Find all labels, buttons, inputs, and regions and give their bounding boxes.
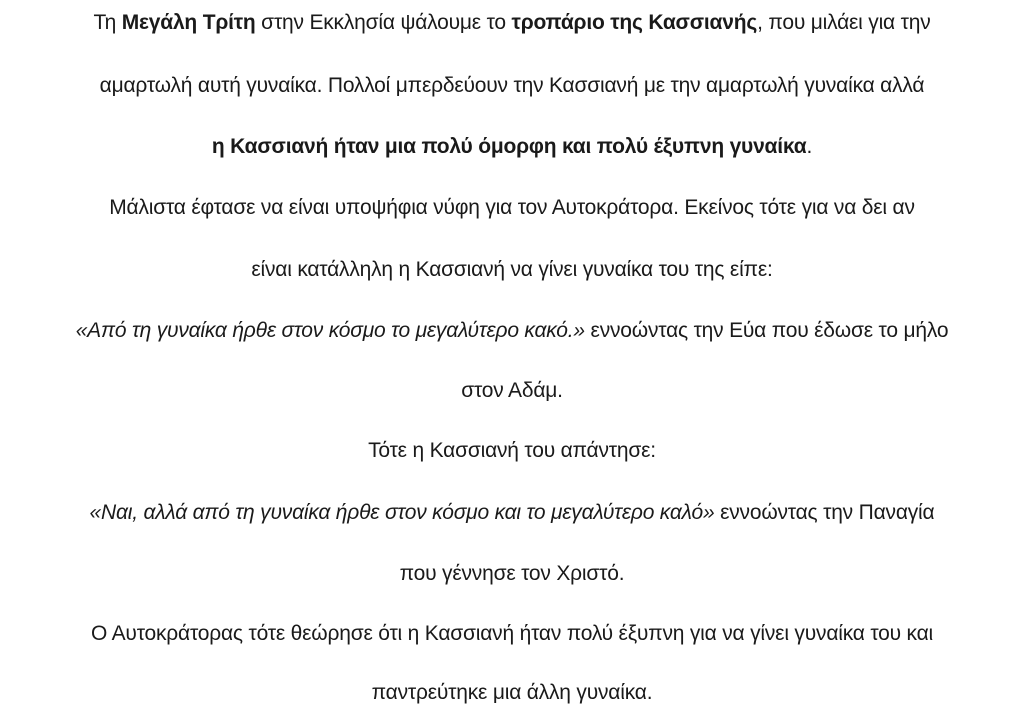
paragraph-line-5: είναι κατάλληλη η Κασσιανή να γίνει γυναίκα του της είπε: [251,258,773,281]
paragraph-line-6 [10,316,1014,346]
paragraph-line-11: Ο Αυτοκράτορας τότε θεώρησε ότι η Κασσιανή ήταν πολύ έξυπνη για να γίνει γυναίκα του και [91,622,933,645]
bold-text-run: η Κασσιανή ήταν μια πολύ όμορφη και πολύ έξυπνη γυναίκα [211,135,807,158]
text-run: . [806,135,813,158]
bold-text-run: Μεγάλη Τρίτη [121,11,256,34]
paragraph-line-8: Τότε η Κασσιανή του απάντησε: [368,439,656,462]
paragraph-line-10: που γέννησε τον Χριστό. [399,562,625,585]
paragraph-line-3 [10,132,1014,162]
paragraph-line-7: στον Αδάμ. [461,379,563,402]
text-run: Τη [93,11,122,34]
paragraph-line-2: αμαρτωλή αυτή γυναίκα. Πολλοί μπερδεύουν την Κασσιανή με την αμαρτωλή γυναίκα αλλά [99,74,925,97]
paragraph-line-9 [10,498,1014,528]
paragraph-line-12: παντρεύτηκε μια άλλη γυναίκα. [371,681,653,704]
text-run: στην Εκκλησία ψάλουμε το [255,11,512,34]
italic-quote: «Ναι, αλλά από τη γυναίκα ήρθε στον κόσμο και το μεγαλύτερο καλό» [89,501,715,524]
italic-quote: «Από τη γυναίκα ήρθε στον κόσμο το μεγαλύτερο κακό.» [75,319,585,342]
text-run: εννοώντας την Παναγία [714,501,935,524]
paragraph-line-1 [10,8,1014,38]
bold-text-run: τροπάριο της Κασσιανής [511,11,758,34]
text-run: , που μιλάει για την [757,11,931,34]
paragraph-line-4: Μάλιστα έφτασε να είναι υποψήφια νύφη για τον Αυτοκράτορα. Εκείνος τότε για να δει αν [109,196,915,219]
text-run: εννοώντας την Εύα που έδωσε το μήλο [584,319,949,342]
